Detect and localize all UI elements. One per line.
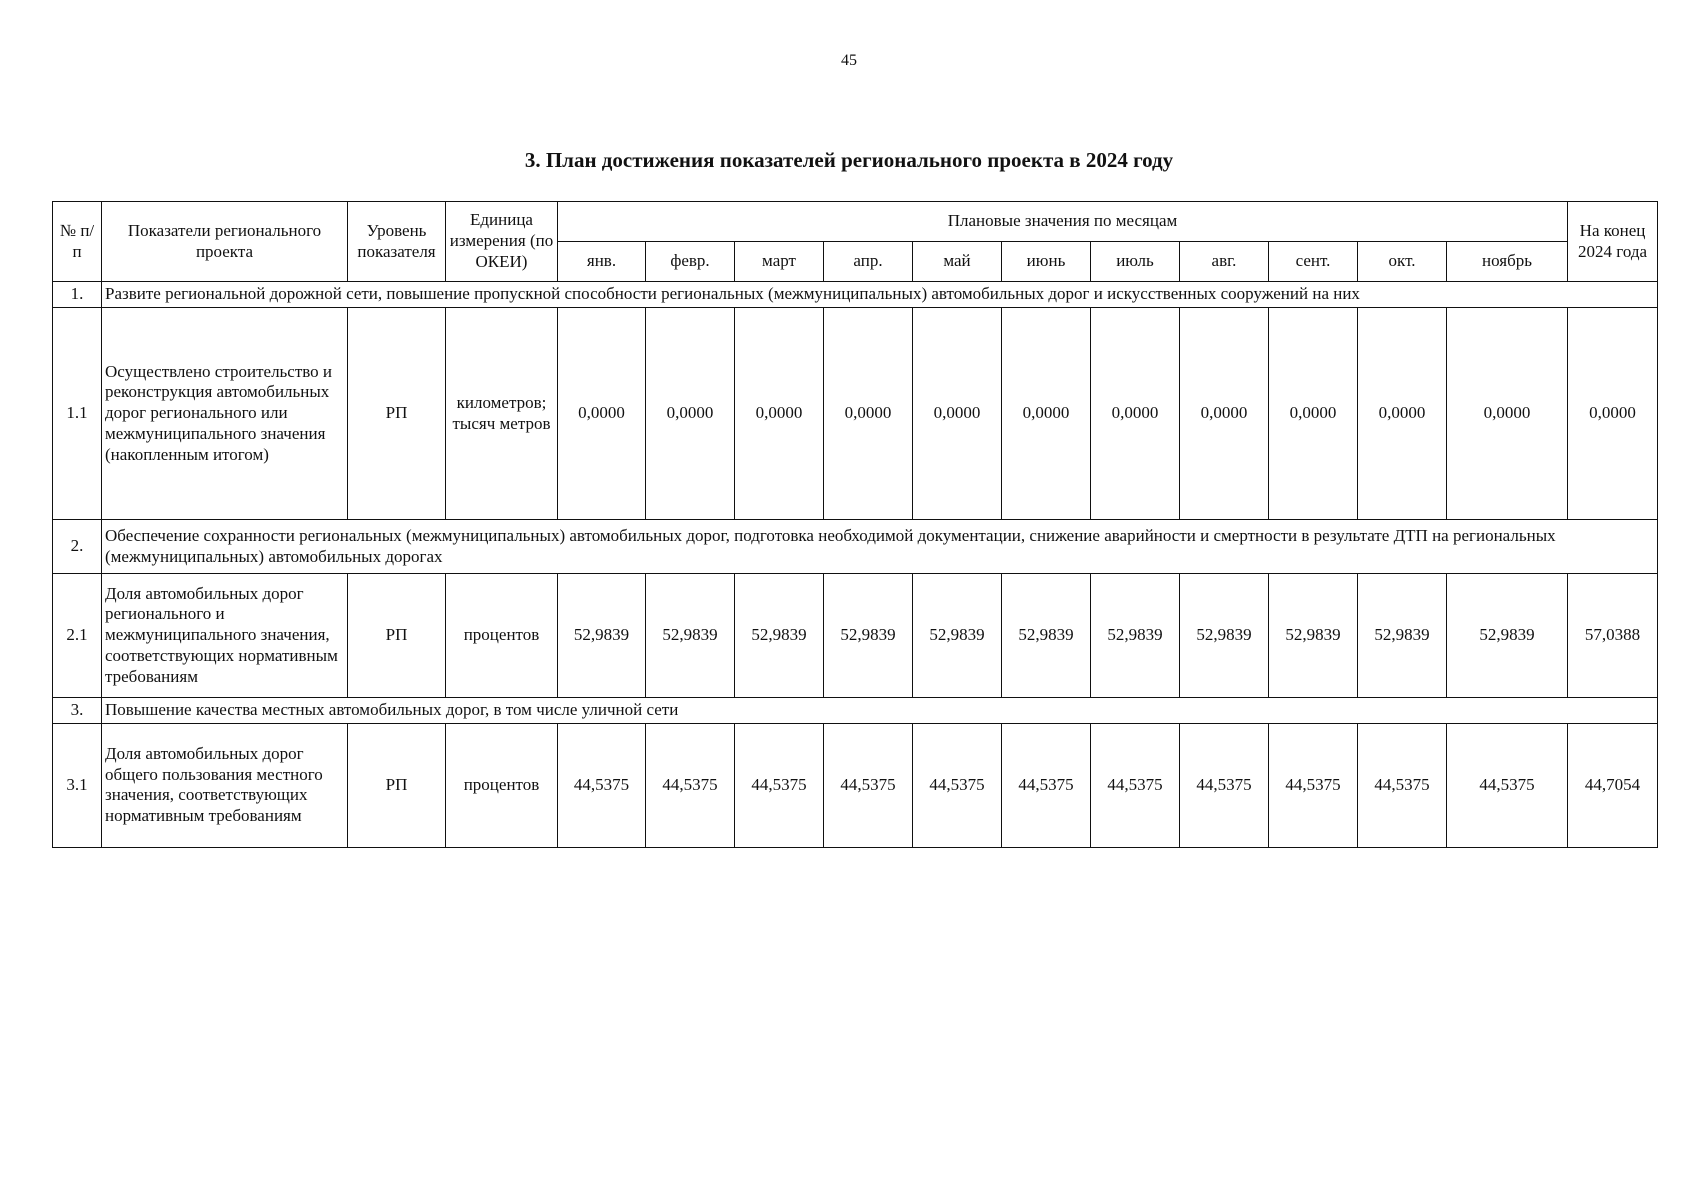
row-value: 0,0000 — [1447, 308, 1568, 520]
table-header-row — [53, 202, 1658, 242]
row-indicator: Доля автомобильных дорог общего пользования местного значения, соответствующих нормативным требованиям — [102, 723, 348, 847]
row-unit: процентов — [446, 723, 558, 847]
row-value: 52,9839 — [824, 574, 913, 698]
row-unit: километров; тысяч метров — [446, 308, 558, 520]
section-title: Повышение качества местных автомобильных дорог, в том числе уличной сети — [102, 698, 1658, 724]
row-indicator: Осуществлено строительство и реконструкция автомобильных дорог регионального или межмуниципального значения (накопленным итогом) — [102, 308, 348, 520]
header-month: май — [913, 242, 1002, 282]
section-title: Обеспечение сохранности региональных (межмуниципальных) автомобильных дорог, подготовка необходимой документации, снижение аварийности и смертности в результате ДТП на региональных (межмуниципальных) автомобильных дорогах — [102, 520, 1658, 574]
header-planned: Плановые значения по месяцам — [558, 202, 1568, 242]
row-value: 0,0000 — [1091, 308, 1180, 520]
row-value: 44,5375 — [1447, 723, 1568, 847]
row-value: 52,9839 — [1091, 574, 1180, 698]
row-value: 52,9839 — [1002, 574, 1091, 698]
row-value: 0,0000 — [646, 308, 735, 520]
header-month: янв. — [558, 242, 646, 282]
document-title: 3. План достижения показателей регионального проекта в 2024 году — [524, 148, 1174, 172]
section-row — [53, 282, 1658, 308]
header-month: сент. — [1269, 242, 1358, 282]
table-row — [53, 574, 1658, 698]
row-level: РП — [348, 308, 446, 520]
row-value: 44,5375 — [646, 723, 735, 847]
row-end-of-year: 44,7054 — [1568, 723, 1658, 847]
section-num: 1. — [53, 282, 102, 308]
row-indicator: Доля автомобильных дорог регионального и межмуниципального значения, соответствующих нормативным требованиям — [102, 574, 348, 698]
header-num: № п/п — [53, 202, 102, 282]
row-value: 44,5375 — [1180, 723, 1269, 847]
section-title: Развите региональной дорожной сети, повышение пропускной способности региональных (межмуниципальных) автомобильных дорог и искусственных сооружений на них — [102, 282, 1658, 308]
row-value: 0,0000 — [824, 308, 913, 520]
row-value: 44,5375 — [1358, 723, 1447, 847]
row-value: 0,0000 — [735, 308, 824, 520]
row-value: 52,9839 — [1358, 574, 1447, 698]
table-row — [53, 308, 1658, 520]
header-month: февр. — [646, 242, 735, 282]
row-value: 52,9839 — [1180, 574, 1269, 698]
section-row — [53, 520, 1658, 574]
header-level: Уровень показателя — [348, 202, 446, 282]
row-value: 44,5375 — [913, 723, 1002, 847]
row-num: 2.1 — [53, 574, 102, 698]
row-value: 52,9839 — [1269, 574, 1358, 698]
header-indicator: Показатели регионального проекта — [102, 202, 348, 282]
row-end-of-year: 57,0388 — [1568, 574, 1658, 698]
header-unit: Единица измерения (по ОКЕИ) — [446, 202, 558, 282]
row-end-of-year: 0,0000 — [1568, 308, 1658, 520]
row-value: 44,5375 — [824, 723, 913, 847]
row-value: 0,0000 — [558, 308, 646, 520]
row-value: 44,5375 — [735, 723, 824, 847]
row-value: 44,5375 — [1002, 723, 1091, 847]
row-value: 0,0000 — [1269, 308, 1358, 520]
header-month: апр. — [824, 242, 913, 282]
row-value: 44,5375 — [1091, 723, 1180, 847]
row-value: 0,0000 — [913, 308, 1002, 520]
header-end-of-year: На конец 2024 года — [1568, 202, 1658, 282]
row-value: 52,9839 — [913, 574, 1002, 698]
row-value: 52,9839 — [1447, 574, 1568, 698]
row-num: 1.1 — [53, 308, 102, 520]
header-month: июль — [1091, 242, 1180, 282]
header-month: авг. — [1180, 242, 1269, 282]
page-number: 45 — [841, 52, 857, 69]
row-value: 44,5375 — [558, 723, 646, 847]
row-value: 0,0000 — [1180, 308, 1269, 520]
section-num: 2. — [53, 520, 102, 574]
row-level: РП — [348, 574, 446, 698]
row-value: 44,5375 — [1269, 723, 1358, 847]
row-value: 52,9839 — [558, 574, 646, 698]
row-value: 0,0000 — [1358, 308, 1447, 520]
section-num: 3. — [53, 698, 102, 724]
section-row — [53, 698, 1658, 724]
row-num: 3.1 — [53, 723, 102, 847]
row-value: 52,9839 — [646, 574, 735, 698]
row-unit: процентов — [446, 574, 558, 698]
row-value: 52,9839 — [735, 574, 824, 698]
header-month: окт. — [1358, 242, 1447, 282]
indicator-plan-table — [52, 201, 1658, 848]
table-row — [53, 723, 1658, 847]
header-month: март — [735, 242, 824, 282]
row-value: 0,0000 — [1002, 308, 1091, 520]
header-month: июнь — [1002, 242, 1091, 282]
row-level: РП — [348, 723, 446, 847]
header-month: ноябрь — [1447, 242, 1568, 282]
